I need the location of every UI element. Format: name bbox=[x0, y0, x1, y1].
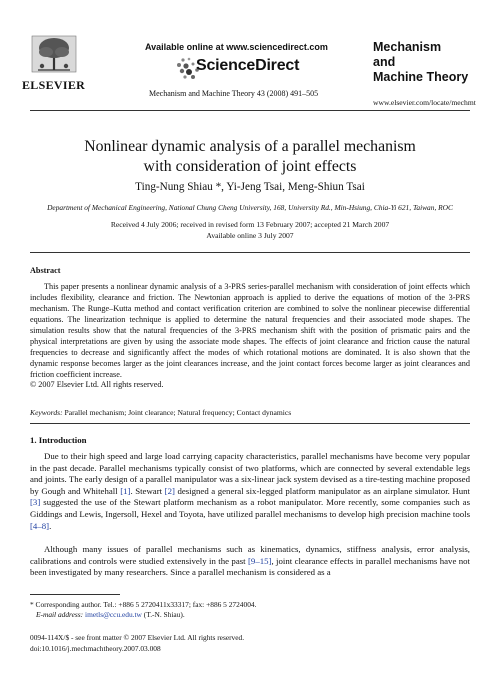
title-line: with consideration of joint effects bbox=[143, 158, 357, 175]
journal-title bbox=[373, 40, 483, 85]
paragraph-text: Although many issues of parallel mechanisms such as kinematics, dynamics, stiffness analysis, error analysis, calibrations and controls were studied extensively in the past bbox=[30, 544, 470, 566]
doi-line[interactable]: doi:10.1016/j.mechmachtheory.2007.03.008 bbox=[30, 644, 161, 653]
corresponding-author-footnote bbox=[30, 600, 470, 620]
abstract-heading: Abstract bbox=[30, 266, 61, 275]
keywords bbox=[30, 408, 470, 417]
reference-link[interactable]: [1] bbox=[120, 485, 131, 496]
email-line bbox=[30, 610, 470, 620]
journal-url-link[interactable]: www.elsevier.com/locate/mechmt bbox=[373, 98, 476, 107]
journal-title-line: and bbox=[373, 55, 396, 69]
elsevier-tree-logo bbox=[30, 34, 78, 74]
reference-link[interactable]: [4–8] bbox=[30, 520, 50, 531]
paragraph-text: . Stewart bbox=[130, 485, 165, 496]
article-header bbox=[0, 0, 499, 110]
paragraph-text: Due to their high speed and large load carrying capacity characteristics, parallel mechanisms have become very popular in the past decade. Parallel mechanisms typically consist of two platforms, which are connected by several extendable legs and joints. The early design of a parallel manipulator was a six-linear jack system devised as a tire-testing machine proposed by Gough and Whitehall bbox=[30, 451, 470, 496]
reference-link[interactable]: [9–15] bbox=[248, 555, 272, 566]
abstract-text: This paper presents a nonlinear dynamic analysis of a 3-PRS series-parallel mechanism with consideration of joint effects which includes flexibility, clearance and friction. The Newtonian approach is applied to derive the equations of motion of the 3-PRS mechanism. The Runge–Kutta method and contact verification criterion are combined to solve the nonlinear piecewise differential equations. The linearization technique is applied to determine the natural frequencies and their associated mode shapes. The simulation results show that the natural frequencies of the 3-PRS mechanism shift with the position of prismatic pairs and the physical interpretations are given by using the associate mode shapes. The effects of joint clearance and friction cause the natural frequencies to decrease and significantly affect the modes of which rotational motions are dominated. It is also shown that the dynamic response becomes larger as the joint clearances increase, and the joint contact forces become larger as joint clearances and friction coefficient increase. bbox=[30, 282, 470, 379]
email-label: E-mail address: bbox=[36, 610, 84, 619]
article-history bbox=[30, 219, 470, 241]
header-divider bbox=[30, 110, 470, 111]
issn-line: 0094-114X/$ - see front matter © 2007 Elsevier Ltd. All rights reserved. bbox=[30, 633, 245, 642]
footnote-divider bbox=[30, 594, 120, 595]
corresponding-author-contact: * Corresponding author. Tel.: +886 5 2720411x33317; fax: +886 5 2724004. bbox=[30, 600, 257, 609]
available-online-text[interactable]: Available online at www.sciencedirect.com bbox=[145, 42, 328, 52]
abstract-divider-bottom bbox=[30, 423, 470, 424]
email-link[interactable]: imetls@ccu.edu.tw bbox=[85, 610, 142, 619]
article-title bbox=[30, 137, 470, 177]
introduction-heading: 1. Introduction bbox=[30, 435, 87, 445]
received-dates: Received 4 July 2006; received in revised form 13 February 2007; accepted 21 March 2007 bbox=[110, 220, 390, 229]
paragraph-text: , joint clearance effects in parallel mechanisms have not been investigated by many researchers. Since a parallel mechanism is considered as a bbox=[30, 555, 470, 578]
paragraph-text: suggested the use of the Stewart platform mechanism as a robot manipulator. More recently, some companies such as Giddings and Lewis, Ingersoll, Hexel and Toyota, have utilized parallel mechanisms to develop high precision machine tools bbox=[30, 497, 470, 519]
author-list: Ting-Nung Shiau *, Yi-Jeng Tsai, Meng-Shiun Tsai bbox=[135, 181, 365, 193]
introduction-paragraph-2 bbox=[30, 544, 470, 579]
keywords-label: Keywords: bbox=[30, 408, 63, 417]
abstract-divider-top bbox=[30, 252, 470, 253]
reference-link[interactable]: [3] bbox=[30, 497, 41, 508]
available-online-date: Available online 3 July 2007 bbox=[206, 231, 294, 240]
journal-citation: Mechanism and Machine Theory 43 (2008) 491–505 bbox=[149, 89, 319, 98]
paragraph-text: . bbox=[49, 520, 52, 531]
sciencedirect-wordmark: ScienceDirect bbox=[196, 57, 300, 74]
title-line: Nonlinear dynamic analysis of a parallel mechanism bbox=[84, 138, 416, 155]
journal-title-line: Machine Theory bbox=[373, 70, 469, 84]
author-affiliation: Department of Mechanical Engineering, National Chung Cheng University, 168, University Rd., Min-Hsiung, Chia-Yi 621, Taiwan, ROC bbox=[47, 203, 453, 212]
journal-title-line: Mechanism bbox=[373, 40, 442, 54]
reference-link[interactable]: [2] bbox=[164, 485, 175, 496]
publisher-name: ELSEVIER bbox=[22, 78, 86, 92]
introduction-paragraph-1 bbox=[30, 451, 470, 532]
copyright-notice: © 2007 Elsevier Ltd. All rights reserved. bbox=[30, 380, 164, 389]
keywords-list: Parallel mechanism; Joint clearance; Natural frequency; Contact dynamics bbox=[64, 408, 292, 417]
email-owner: (T.-N. Shiau). bbox=[143, 610, 185, 619]
paragraph-text: designed a general six-legged platform manipulator as an airplane simulator. Hunt bbox=[174, 485, 470, 496]
